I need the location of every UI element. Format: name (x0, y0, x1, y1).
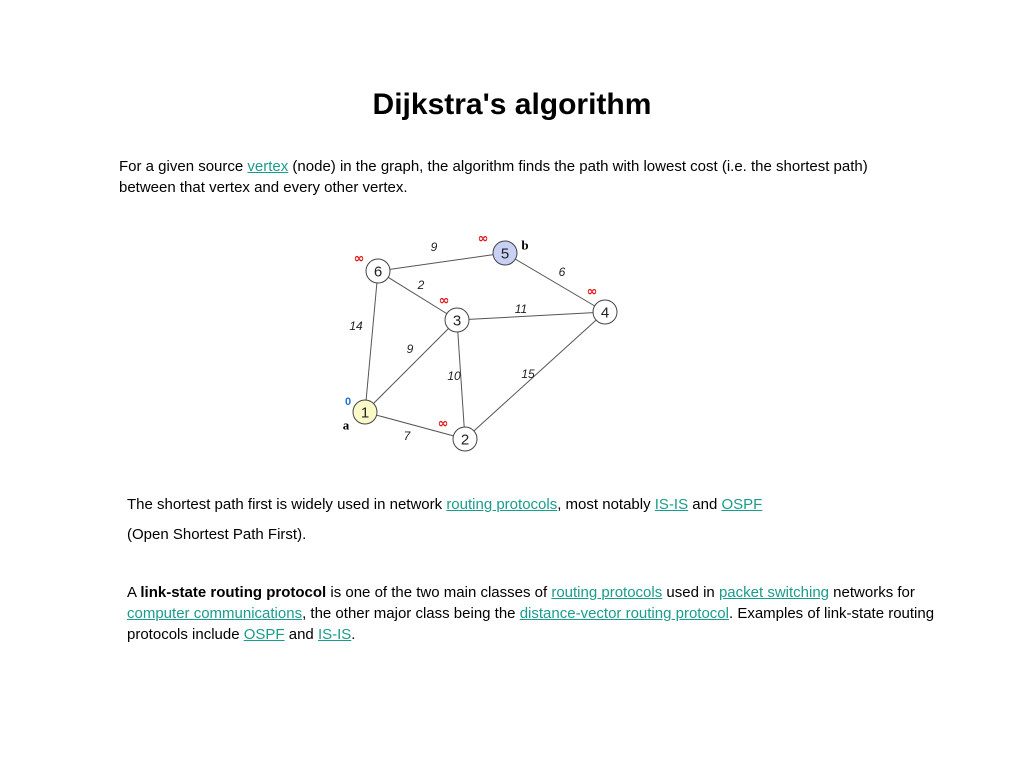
node-tag-1: a (342, 417, 350, 433)
edge-1-2 (365, 412, 465, 439)
edge-6-1 (365, 271, 378, 412)
node-label-1: 1 (360, 404, 370, 422)
dijkstra-graph-figure (330, 228, 630, 458)
ls-text-2: used in (662, 584, 719, 601)
link-distance-vector[interactable]: distance-vector routing protocol (519, 605, 729, 622)
ls-text-a: A (127, 584, 141, 601)
edge-2-4 (465, 312, 605, 439)
node-label-3: 3 (452, 312, 462, 330)
intro-text-before: For a given source (119, 158, 248, 175)
node-tag-5: b (521, 237, 529, 253)
edge-weight-1-3: 9 (406, 342, 414, 356)
link-is-is-2[interactable]: IS-IS (317, 626, 352, 643)
edge-weight-6-1: 14 (349, 319, 363, 333)
node-distance-6: ∞ (353, 251, 365, 267)
edge-weight-2-4: 15 (521, 367, 535, 381)
spf-text-mid2: and (688, 496, 722, 513)
ls-text-3: networks for (829, 584, 915, 601)
ls-bold-term: link-state routing protocol (140, 584, 327, 601)
node-distance-2: ∞ (437, 416, 449, 432)
spf-paragraph-line2: (Open Shortest Path First). (127, 526, 307, 543)
graph-svg (330, 228, 630, 458)
link-routing-protocols-2[interactable]: routing protocols (551, 584, 663, 601)
node-distance-4: ∞ (586, 284, 598, 300)
page-title: Dijkstra's algorithm (372, 88, 652, 121)
ls-text-5: . Examples of link-state routing protocols include (127, 605, 935, 643)
link-vertex[interactable]: vertex (247, 158, 289, 175)
node-distance-5: ∞ (477, 231, 489, 247)
node-label-2: 2 (460, 431, 470, 449)
link-state-paragraph (127, 582, 937, 645)
link-ospf-2[interactable]: OSPF (243, 626, 285, 643)
edge-weight-1-2: 7 (403, 429, 411, 443)
edge-weight-3-4: 11 (514, 302, 528, 316)
intro-text-after: (node) in the graph, the algorithm finds the path with lowest cost (i.e. the shortest path) between that vertex and every other vertex. (119, 158, 868, 196)
ls-text-6: and (284, 626, 318, 643)
link-ospf[interactable]: OSPF (721, 496, 763, 513)
ls-text-4: , the other major class being the (302, 605, 520, 622)
node-distance-1: 0 (344, 396, 352, 408)
node-label-5: 5 (500, 245, 510, 263)
node-distance-3: ∞ (438, 293, 450, 309)
edge-weight-6-5: 9 (430, 240, 438, 254)
intro-paragraph (119, 156, 899, 198)
node-label-4: 4 (600, 304, 610, 322)
ls-text-7: . (351, 626, 356, 643)
link-routing-protocols[interactable]: routing protocols (446, 496, 558, 513)
edge-3-4 (457, 312, 605, 320)
link-is-is[interactable]: IS-IS (654, 496, 689, 513)
edge-1-3 (365, 320, 457, 412)
edge-weight-3-2: 10 (447, 369, 461, 383)
spf-text-before: The shortest path first is widely used in network (127, 496, 447, 513)
node-label-6: 6 (373, 263, 383, 281)
spf-paragraph (127, 494, 927, 515)
link-packet-switching[interactable]: packet switching (718, 584, 830, 601)
spf-text-mid1: , most notably (557, 496, 655, 513)
edge-weight-5-4: 6 (558, 265, 566, 279)
edge-6-5 (378, 253, 505, 271)
edge-weight-6-3: 2 (417, 278, 425, 292)
ls-text-1: is one of the two main classes of (326, 584, 552, 601)
link-computer-communications[interactable]: computer communications (127, 605, 303, 622)
